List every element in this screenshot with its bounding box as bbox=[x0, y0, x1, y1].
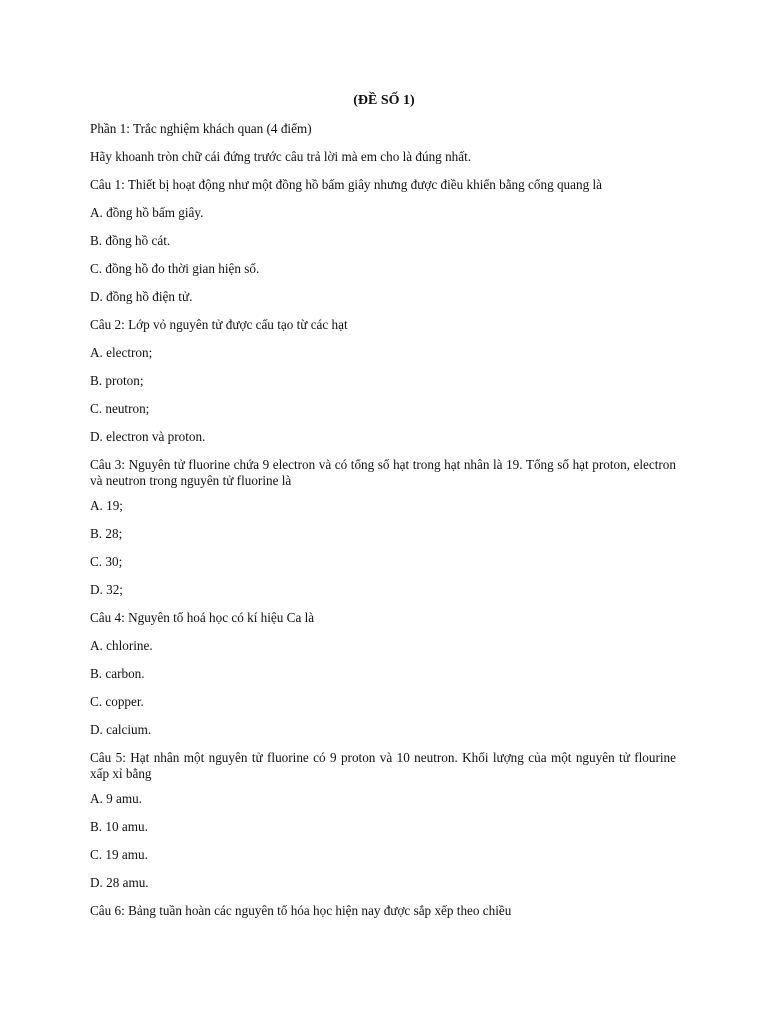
answer-option: D. calcium. bbox=[90, 722, 152, 737]
answer-option: B. carbon. bbox=[90, 666, 145, 681]
question-stem: Câu 4: Nguyên tố hoá học có kí hiệu Ca là bbox=[90, 610, 315, 625]
answer-option: B. 28; bbox=[90, 526, 123, 541]
answer-option: A. 9 amu. bbox=[90, 791, 143, 806]
answer-option: D. 28 amu. bbox=[90, 875, 149, 890]
answer-option: C. 30; bbox=[90, 554, 123, 569]
answer-option: C. 19 amu. bbox=[90, 847, 148, 862]
answer-option: B. proton; bbox=[90, 373, 144, 388]
answer-option: A. đồng hồ bấm giây. bbox=[90, 205, 204, 220]
document-title: (ĐỀ SỐ 1) bbox=[353, 93, 415, 108]
document-body bbox=[90, 121, 676, 931]
answer-option: D. 32; bbox=[90, 582, 123, 597]
question-stem: Câu 3: Nguyên tử fluorine chứa 9 electron và có tổng số hạt trong hạt nhân là 19. Tổng số hạt proton, electron và neutron trong nguyên tử fluorine là bbox=[90, 457, 676, 488]
question-stem: Câu 5: Hạt nhân một nguyên tử fluorine có 9 proton và 10 neutron. Khối lượng của một nguyên tử flourine xấp xỉ bằng bbox=[90, 750, 676, 781]
answer-option: D. electron và proton. bbox=[90, 429, 206, 444]
answer-option: C. neutron; bbox=[90, 401, 150, 416]
section-heading: Phần 1: Trắc nghiệm khách quan (4 điểm) bbox=[90, 121, 312, 136]
answer-option: C. đồng hồ đo thời gian hiện số. bbox=[90, 261, 260, 276]
answer-option: C. copper. bbox=[90, 694, 144, 709]
question-stem: Câu 1: Thiết bị hoạt động như một đồng hồ bấm giây nhưng được điều khiển bằng cổng quang là bbox=[90, 177, 603, 192]
answer-option: A. 19; bbox=[90, 498, 123, 513]
answer-option: A. electron; bbox=[90, 345, 153, 360]
answer-option: D. đồng hồ điện tử. bbox=[90, 289, 193, 304]
answer-option: B. đồng hồ cát. bbox=[90, 233, 171, 248]
answer-option: A. chlorine. bbox=[90, 638, 153, 653]
question-stem: Câu 2: Lớp vỏ nguyên tử được cấu tạo từ các hạt bbox=[90, 317, 348, 332]
question-stem: Câu 6: Bảng tuần hoàn các nguyên tố hóa học hiện nay được sắp xếp theo chiều bbox=[90, 903, 512, 918]
answer-option: B. 10 amu. bbox=[90, 819, 148, 834]
instruction-text: Hãy khoanh tròn chữ cái đứng trước câu trả lời mà em cho là đúng nhất. bbox=[90, 149, 472, 164]
